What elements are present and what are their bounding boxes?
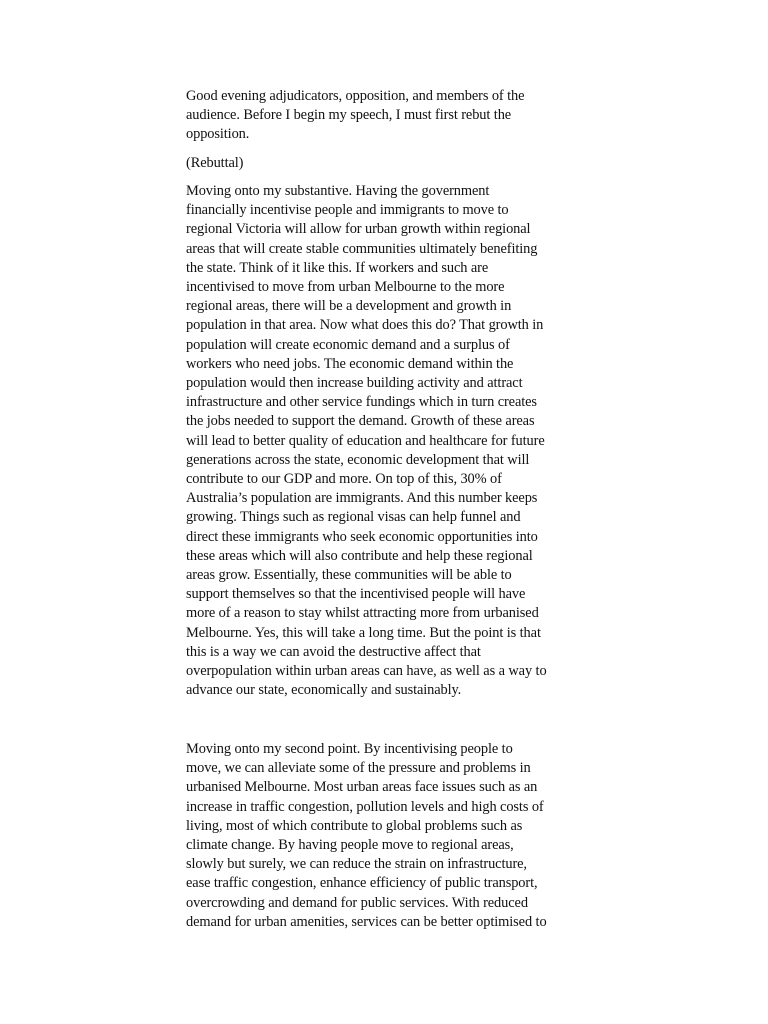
rebuttal-paragraph-text: (Rebuttal): [186, 155, 244, 171]
second-point-paragraph-text: Moving onto my second point. By incentivising people to move, we can alleviate some of the pressure and problems in urbanised Melbourne. Most urban areas face issues such as an increase in traffic congestion, pollution levels and high costs of living, most of which contribute to global problems such as climate change. By having people move to regional areas, slowly but surely, we can reduce the strain on infrastructure, ease traffic congestion, enhance efficiency of public transport, overcrowding and demand for public services. With reduced demand for urban amenities, services can be better optimised to: [186, 741, 547, 930]
intro-paragraph-text: Good evening adjudicators, opposition, and members of the audience. Before I begin my speech, I must first rebut the opposition.: [186, 88, 525, 143]
second-point-paragraph: [186, 740, 582, 932]
substantive-paragraph: [186, 182, 582, 700]
intro-paragraph: [186, 87, 582, 145]
substantive-paragraph-text: Moving onto my substantive. Having the government financially incentivise people and immigrants to move to regional Victoria will allow for urban growth within regional areas that will create stable communities ultimately benefiting the state. Think of it like this. If workers and such are incentivised to move from urban Melbourne to the more regional areas, there will be a development and growth in population in that area. Now what does this do? That growth in population will create economic demand and a surplus of workers who need jobs. The economic demand within the population would then increase building activity and attract infrastructure and other service fundings which in turn creates the jobs needed to support the demand. Growth of these areas will lead to better quality of education and healthcare for future generations across the state, economic development that will contribute to our GDP and more. On top of this, 30% of Australia’s population are immigrants. And this number keeps growing. Things such as regional visas can help funnel and direct these immigrants who seek economic opportunities into these areas which will also contribute and help these regional areas grow. Essentially, these communities will be able to support themselves so that the incentivised people will have more of a reason to stay whilst attracting more from urbanised Melbourne. Yes, this will take a long time. But the point is that this is a way we can avoid the destructive affect that overpopulation within urban areas can have, as well as a way to advance our state, economically and sustainably.: [186, 183, 547, 699]
rebuttal-paragraph: [186, 154, 582, 173]
